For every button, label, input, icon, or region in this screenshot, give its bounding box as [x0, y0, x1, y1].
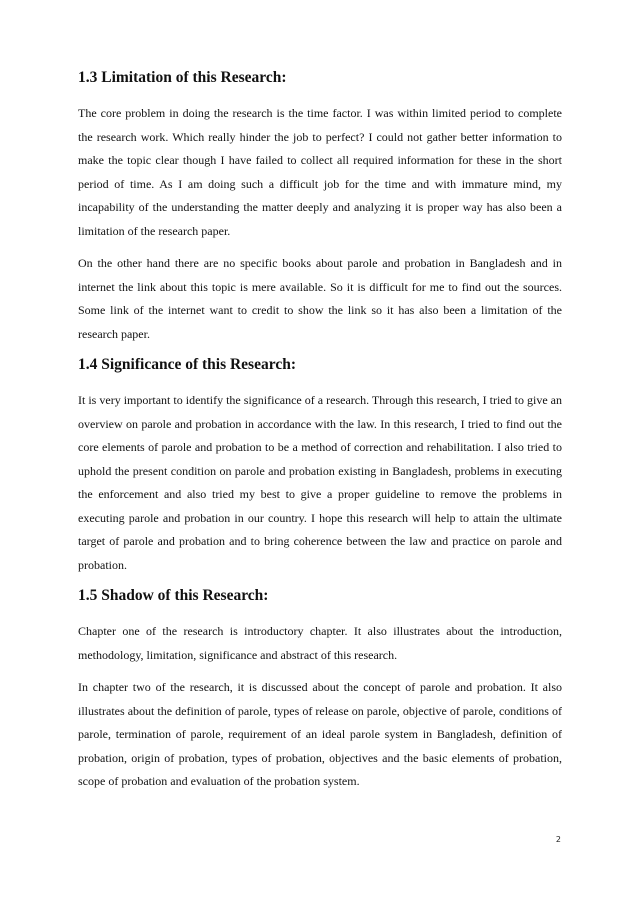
- section-shadow: [78, 586, 562, 794]
- paragraph: On the other hand there are no specific books about parole and probation in Bangladesh and in internet the link about this topic is mere available. So it is difficult for me to find out the sources. Some link of the internet want to credit to show the link so it has also been a limitation of the research paper.: [78, 256, 562, 341]
- paragraph: In chapter two of the research, it is discussed about the concept of parole and probation. It also illustrates about the definition of parole, types of release on parole, objective of parole, conditions of parole, termination of parole, requirement of an ideal parole system in Bangladesh, definition of probation, origin of probation, types of probation, objectives and the basic elements of probation, scope of probation and evaluation of the probation system.: [78, 680, 562, 788]
- section-heading: 1.3 Limitation of this Research:: [78, 69, 287, 86]
- paragraph: The core problem in doing the research is the time factor. I was within limited period to complete the research work. Which really hinder the job to perfect? I could not gather better information to make the topic clear though I have failed to collect all required information for these in the short period of time. As I am doing such a difficult job for the time and with immature mind, my incapability of the understanding the matter deeply and analyzing it is proper way has also been a limitation of the research paper.: [78, 106, 562, 238]
- page-content: [78, 68, 562, 803]
- paragraph: Chapter one of the research is introductory chapter. It also illustrates about the introduction, methodology, limitation, significance and abstract of this research.: [78, 624, 562, 662]
- section-heading: 1.5 Shadow of this Research:: [78, 587, 269, 604]
- section-limitation: [78, 68, 562, 346]
- section-significance: [78, 355, 562, 577]
- page-number: 2: [555, 835, 561, 844]
- paragraph: It is very important to identify the significance of a research. Through this research, I tried to give an overview on parole and probation in accordance with the law. In this research, I tried to find out the core elements of parole and probation to be a method of correction and rehabilitation. I also tried to uphold the present condition on parole and probation existing in Bangladesh, problems in executing the enforcement and also tried my best to give a proper guideline to remove the problems in executing parole and probation in our country. I hope this research will help to attain the ultimate target of parole and probation and to bring coherence between the law and practice on parole and probation.: [78, 393, 562, 572]
- section-heading: 1.4 Significance of this Research:: [78, 356, 296, 373]
